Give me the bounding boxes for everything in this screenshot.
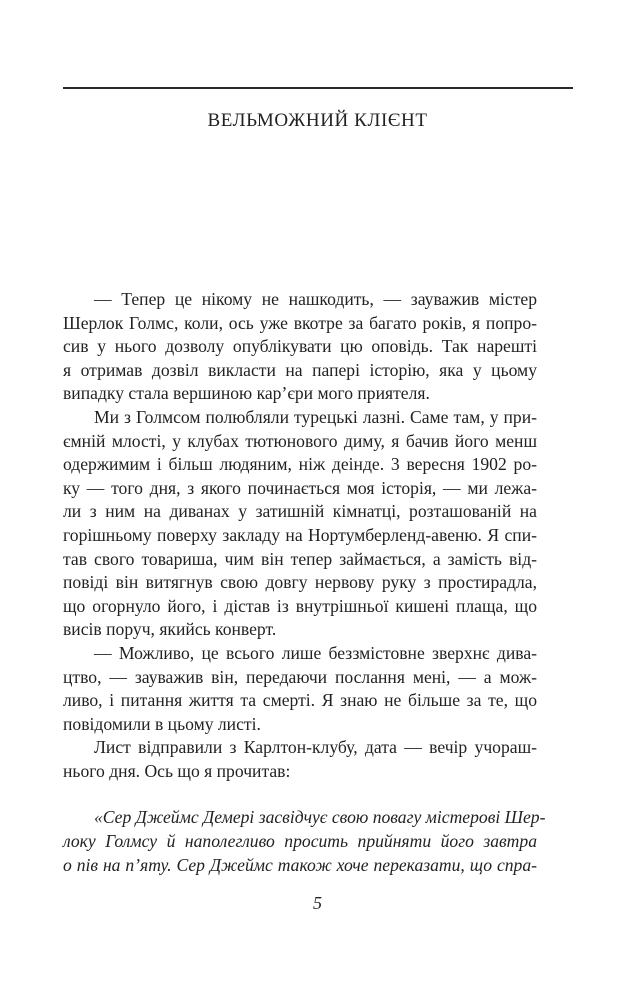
text-line: сив у нього дозволу опублікувати цю оповідь. Так нарешті <box>63 336 537 357</box>
text-line: цтво, — зауважив він, передаючи послання мені, — а мож- <box>63 666 537 687</box>
letter-line: локу Голмсу й наполегливо просить прийняти його завтра <box>63 831 537 852</box>
text-line: тав свого товариша, чим він тепер займається, а замість від- <box>63 548 537 569</box>
text-line: ку — того дня, з якого починається моя історія, — ми лежа- <box>63 477 537 498</box>
text-line: повіді він витягнув свою довгу нервову руку з простирадла, <box>63 572 537 593</box>
text-line: одержимим і більш людяним, ніж деінде. 3 вересня 1902 ро- <box>63 454 537 475</box>
text-line: висів поруч, якийсь конверт. <box>63 619 277 640</box>
text-line: повідомили в цьому листі. <box>63 713 261 734</box>
text-line: я отримав дозвіл викласти на папері історію, яка у цьому <box>63 359 537 380</box>
text-line: Лист відправили з Карлтон-клубу, дата — вечір учораш- <box>94 737 537 758</box>
page-number: 5 <box>313 893 322 913</box>
text-line: Ми з Голмсом полюбляли турецькі лазні. Саме там, у при- <box>94 406 537 427</box>
header-rule <box>63 87 573 89</box>
text-line: нього дня. Ось що я прочитав: <box>63 760 291 781</box>
text-line: горішньому поверху закладу на Нортумберленд-авеню. Я спи- <box>63 524 537 545</box>
text-line: — Тепер це нікому не нашкодить, — зауважив містер <box>94 289 537 309</box>
chapter-title: ВЕЛЬМОЖНИЙ КЛІЄНТ <box>207 110 428 131</box>
text-line: — Можливо, це всього лише беззмістовне зверхнє дива- <box>94 642 537 663</box>
text-line: випадку стала вершиною кар’єри мого приятеля. <box>63 383 430 404</box>
text-line: що огорнуло його, і дістав із внутрішньої кишені плаща, що <box>63 595 537 616</box>
text-line: ємній млості, у клубах тютюнового диму, я бачив його менш <box>63 430 537 451</box>
text-line: ли з ним на диванах у затишній кімнатці, розташованій на <box>63 501 537 522</box>
letter-line: «Сер Джеймс Демері засвідчує свою повагу містерові Шер- <box>94 807 546 828</box>
body-text <box>63 288 546 877</box>
text-line: ливо, і питання життя та смерті. Я знаю не більше за те, що <box>63 690 537 711</box>
letter-line: о пів на п’яту. Сер Джеймс також хоче переказати, що спра- <box>63 854 537 875</box>
text-line: Шерлок Голмс, коли, ось уже вкотре за багато років, я попро- <box>63 312 537 333</box>
